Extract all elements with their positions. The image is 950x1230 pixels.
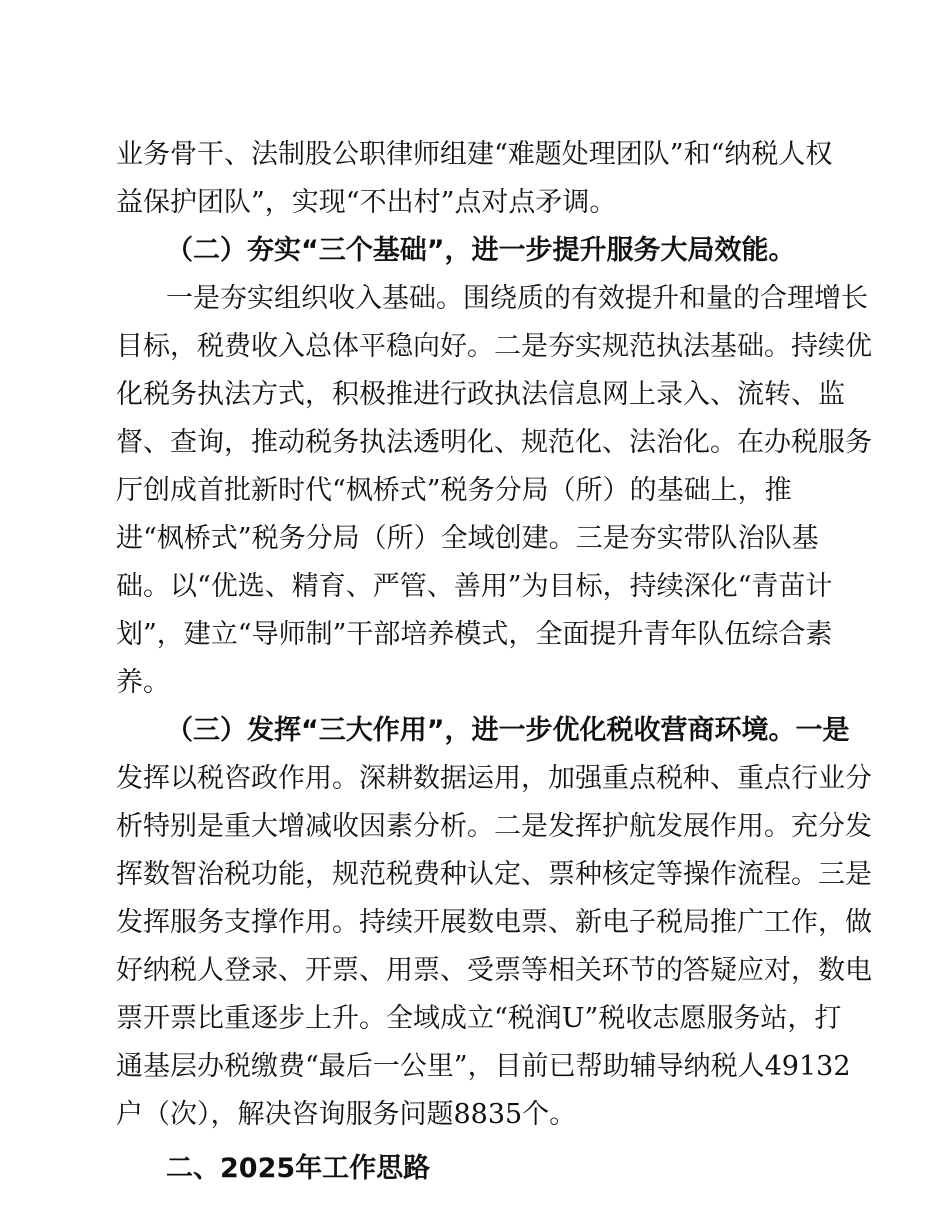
text-line: 好纳税人登录、开票、用票、受票等相关环节的答疑应对，数电 — [116, 955, 872, 986]
text-line: 厅创成首批新时代“枫桥式”税务分局（所）的基础上，推 — [116, 475, 792, 506]
text-line: 通基层办税缴费“最后一公里”，目前已帮助辅导纳税人49132 — [116, 1051, 851, 1082]
text-line: 益保护团队”，实现“不出村”点对点矛调。 — [116, 187, 617, 218]
text-line: 划”，建立“导师制”干部培养模式，全面提升青年队伍综合素 — [116, 619, 833, 650]
section-heading: （三）发挥“三大作用”，进一步优化税收营商环境。一是 — [166, 715, 850, 746]
text-line: 户（次），解决咨询服务问题8835个。 — [116, 1099, 577, 1130]
text-line: 督、查询，推动税务执法透明化、规范化、法治化。在办税服务 — [116, 427, 872, 458]
text-line: 析特别是重大增减收因素分析。二是发挥护航发展作用。充分发 — [116, 811, 872, 842]
text-line: 发挥服务支撑作用。持续开展数电票、新电子税局推广工作，做 — [116, 907, 872, 938]
section-heading: 二、2025年工作思路 — [166, 1153, 431, 1184]
text-line: 进“枫桥式”税务分局（所）全域创建。三是夯实带队治队基 — [116, 523, 819, 554]
text-line: 础。以“优选、精育、严管、善用”为目标，持续深化“青苗计 — [116, 571, 833, 602]
section-heading: （二）夯实“三个基础”，进一步提升服务大局效能。 — [166, 235, 796, 266]
text-line: 一是夯实组织收入基础。围绕质的有效提升和量的合理增长 — [166, 283, 868, 314]
text-line: 挥数智治税功能，规范税费种认定、票种核定等操作流程。三是 — [116, 859, 872, 890]
text-line: 发挥以税咨政作用。深耕数据运用，加强重点税种、重点行业分 — [116, 763, 872, 794]
text-line: 化税务执法方式，积极推进行政执法信息网上录入、流转、监 — [116, 379, 845, 410]
text-line: 业务骨干、法制股公职律师组建“难题处理团队”和“纳税人权 — [116, 139, 833, 170]
text-line: 目标，税费收入总体平稳向好。二是夯实规范执法基础。持续优 — [116, 331, 872, 362]
text-line: 养。 — [116, 667, 170, 698]
text-line: 票开票比重逐步上升。全域成立“税润U”税收志愿服务站，打 — [116, 1003, 842, 1034]
